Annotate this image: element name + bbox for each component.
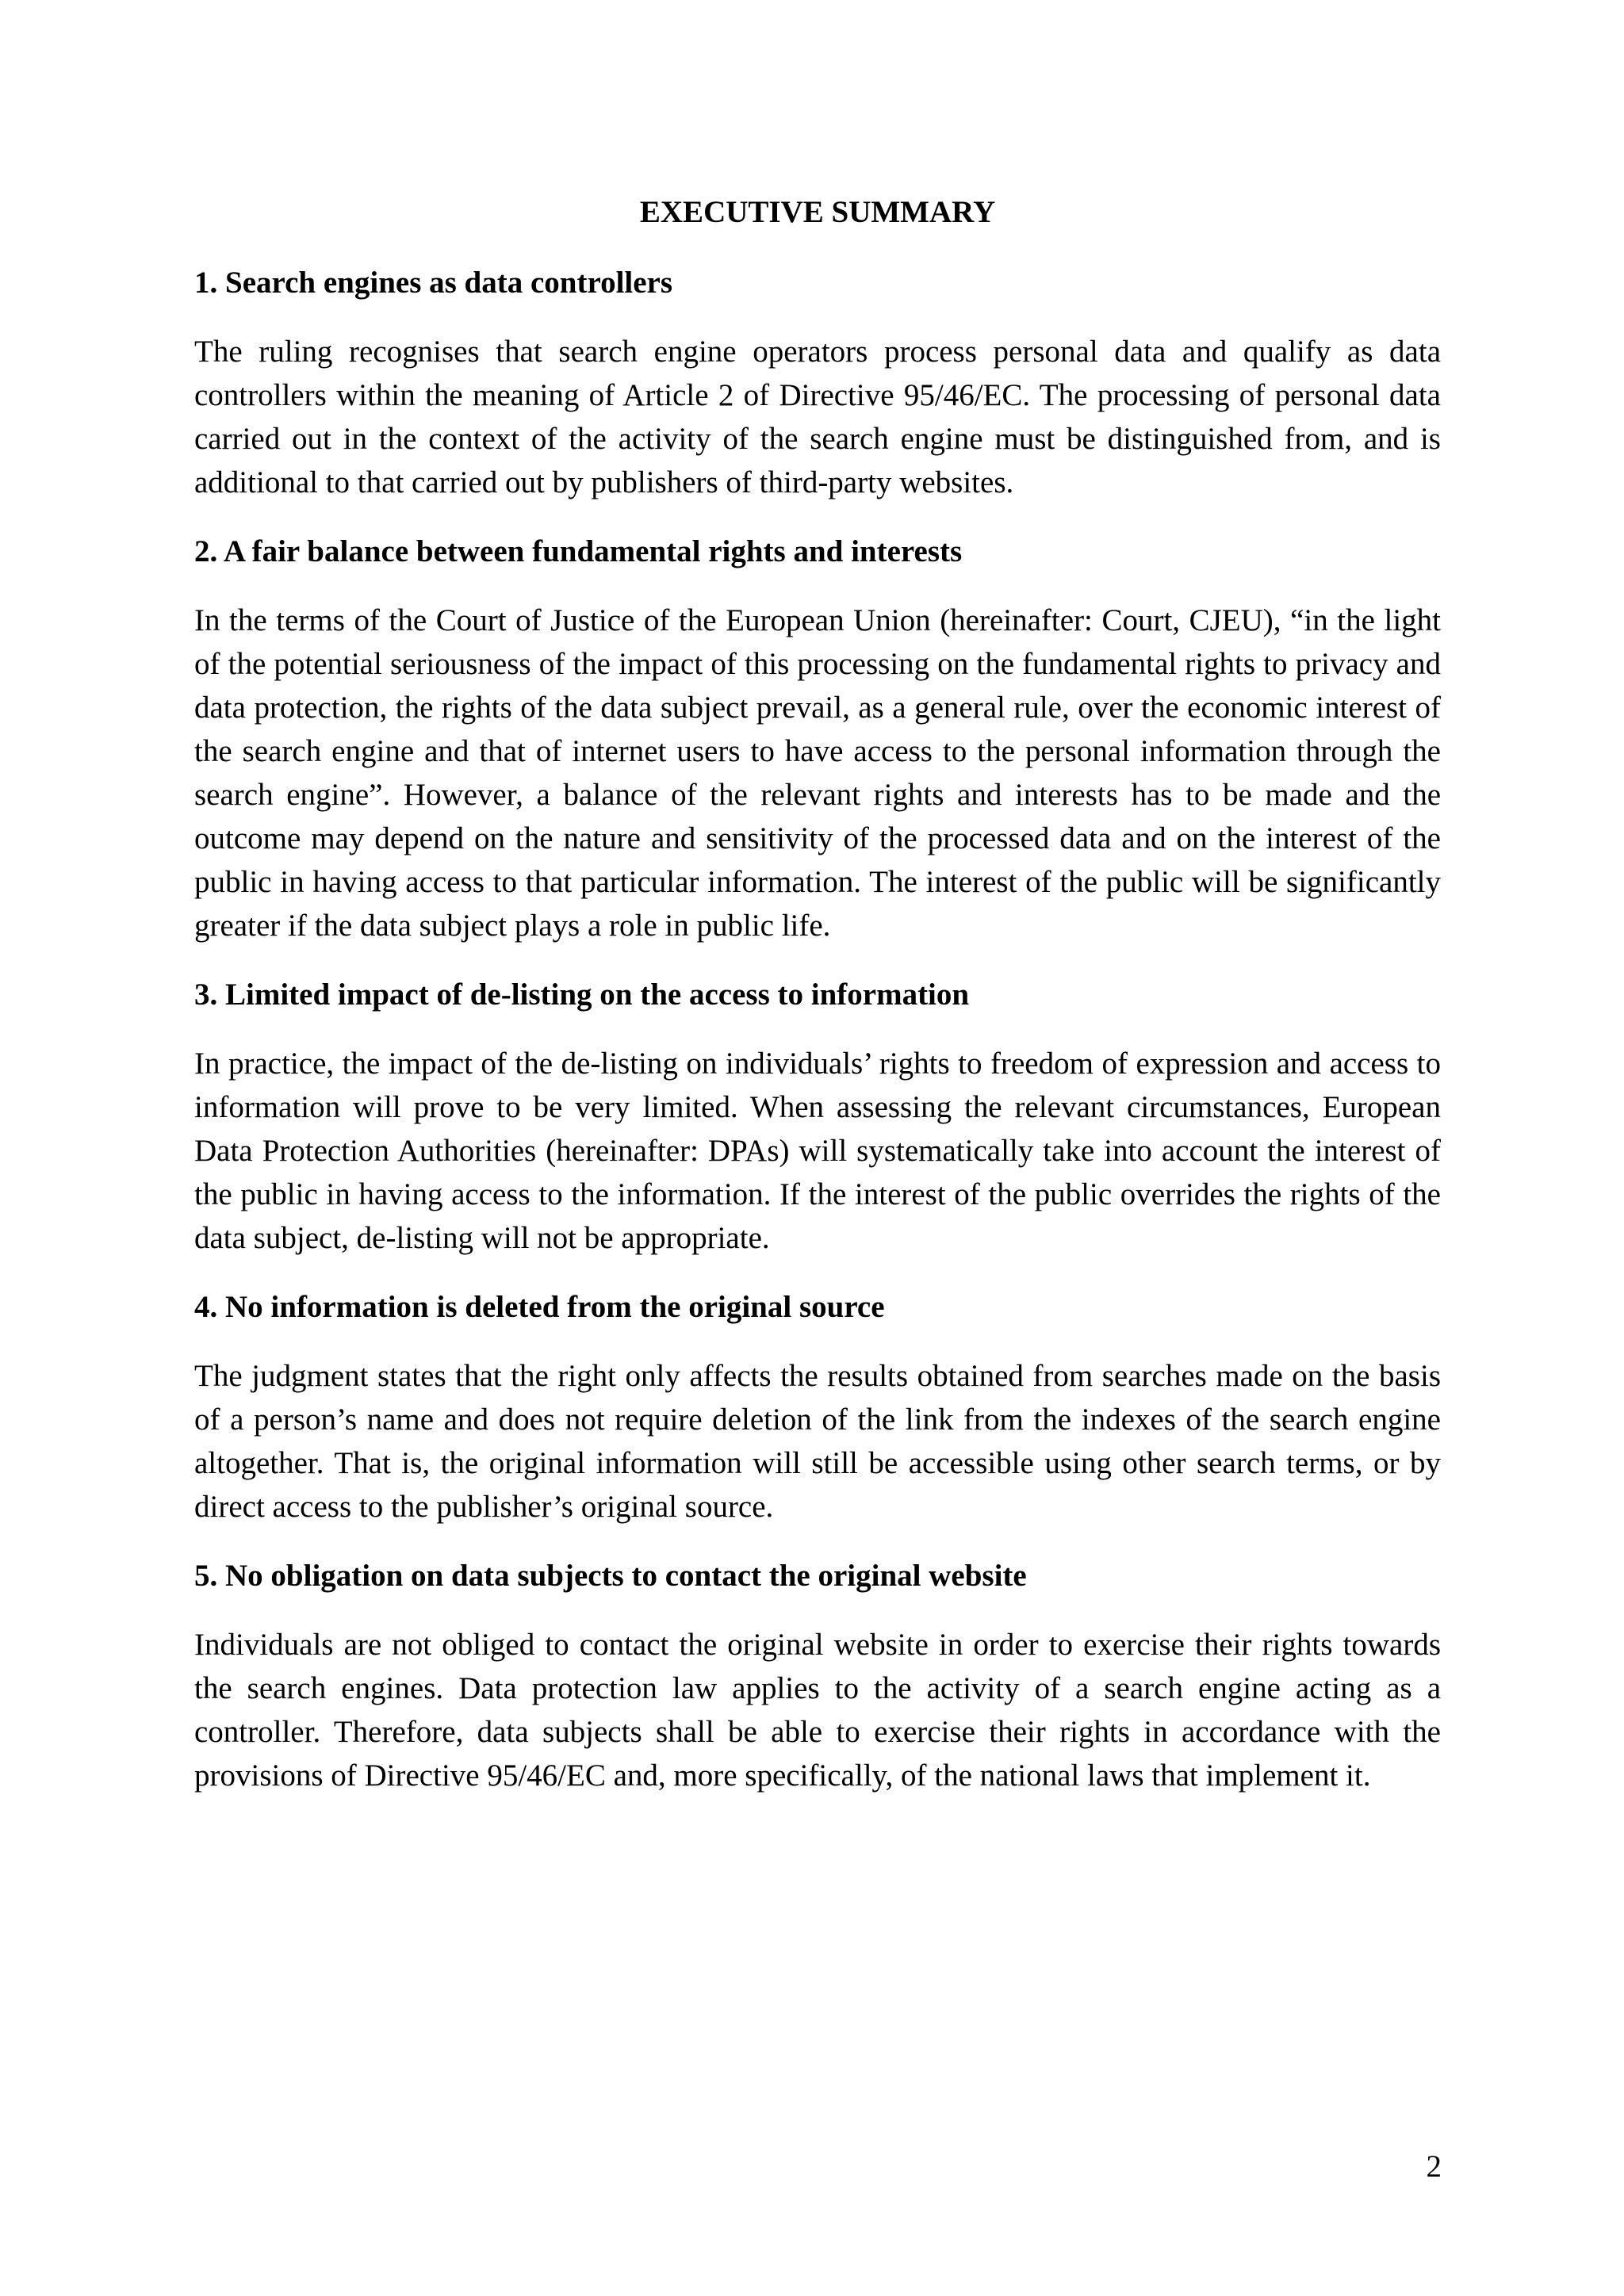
- section-body-2: In the terms of the Court of Justice of the European Union (hereinafter: Court, CJEU), “in the light of the potential seriousness of the impact of this processing on the fundamental rights to privacy and data protection, the rights of the data subject prevail, as a general rule, over the economic interest of the search engine and that of internet users to have access to the personal information through the search engine”. However, a balance of the relevant rights and interests has to be made and the outcome may depend on the nature and sensitivity of the processed data and on the interest of the public in having access to that particular information. The interest of the public will be significantly greater if the data subject plays a role in public life.: [194, 603, 1441, 943]
- section-body-3: In practice, the impact of the de-listing on individuals’ rights to freedom of expression and access to information will prove to be very limited. When assessing the relevant circumstances, European Data Protection Authorities (hereinafter: DPAs) will systematically take into account the interest of the public in having access to the information. If the interest of the public overrides the rights of the data subject, de-listing will not be appropriate.: [194, 1047, 1441, 1255]
- section-heading-3: 3. Limited impact of de-listing on the access to information: [194, 978, 970, 1012]
- document-content: [194, 190, 1441, 1823]
- page-title: EXECUTIVE SUMMARY: [639, 195, 996, 229]
- section-body-5: Individuals are not obliged to contact the original website in order to exercise their rights towards the search engines. Data protection law applies to the activity of a search engine acting as a controller. Therefore, data subjects shall be able to exercise their rights in accordance with the provisions of Directive 95/46/EC and, more specifically, of the national laws that implement it.: [194, 1628, 1441, 1793]
- section-heading-4: 4. No information is deleted from the original source: [194, 1290, 885, 1324]
- section-heading-2: 2. A fair balance between fundamental rights and interests: [194, 534, 963, 568]
- section-heading-5: 5. No obligation on data subjects to contact the original website: [194, 1559, 1027, 1593]
- section-body-4: The judgment states that the right only affects the results obtained from searches made on the basis of a person’s name and does not require deletion of the link from the indexes of the search engine altogether. That is, the original information will still be accessible using other search terms, or by direct access to the publisher’s original source.: [194, 1359, 1441, 1524]
- section-body-1: The ruling recognises that search engine operators process personal data and qualify as data controllers within the meaning of Article 2 of Directive 95/46/EC. The processing of personal data carried out in the context of the activity of the search engine must be distinguished from, and is additional to that carried out by publishers of third-party websites.: [194, 335, 1441, 499]
- section-heading-1: 1. Search engines as data controllers: [194, 266, 673, 300]
- page-number: 2: [1426, 2149, 1442, 2183]
